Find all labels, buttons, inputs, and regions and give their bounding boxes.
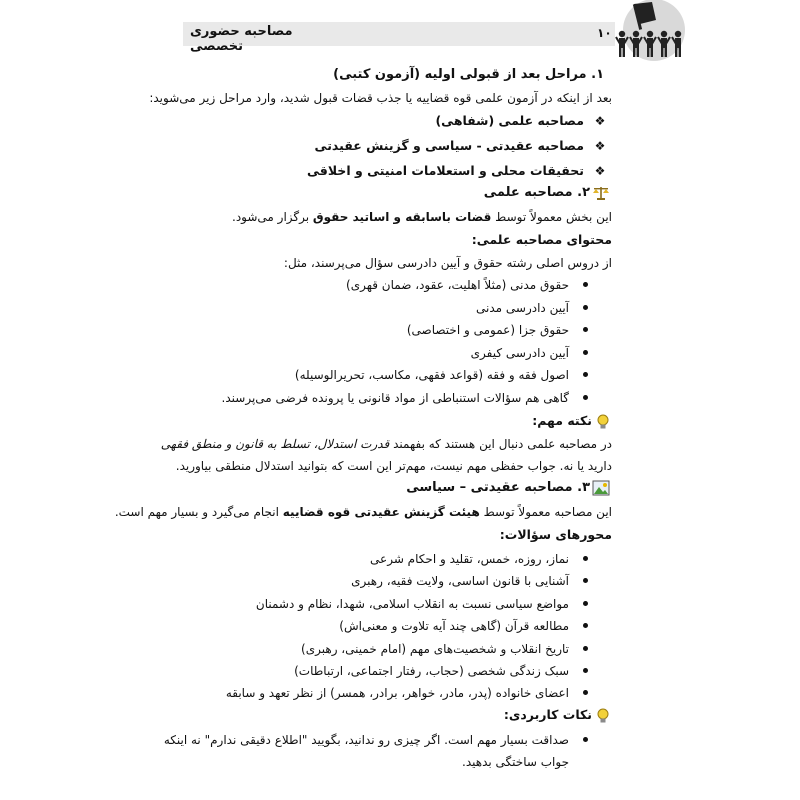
bullet-icon bbox=[583, 282, 588, 287]
tip-line-2: جواب ساختگی بدهید. bbox=[462, 755, 569, 769]
lightbulb-icon bbox=[594, 414, 612, 430]
list-item: حقوق مدنی (مثلاً اهلیت، عقود، ضمان قهری) bbox=[346, 276, 588, 294]
header-title: مصاحبه حضوری تخصصی bbox=[190, 24, 293, 54]
picture-icon bbox=[592, 480, 610, 496]
tips-heading: نکات کاربردی: bbox=[504, 706, 612, 724]
lightbulb-icon bbox=[594, 708, 612, 724]
list-item: مواضع سیاسی نسبت به انقلاب اسلامی، شهدا، نظام و دشمنان bbox=[256, 595, 588, 613]
list-item: آشنایی با قانون اساسی، ولایت فقیه، رهبری bbox=[351, 572, 588, 590]
list-item: اصول فقه و فقه (قواعد فقهی، مکاسب، تحریرالوسیله) bbox=[295, 366, 588, 384]
bullet-icon bbox=[583, 737, 588, 742]
bullet-icon bbox=[583, 395, 588, 400]
bullet-icon bbox=[583, 623, 588, 628]
list-item: سبک زندگی شخصی (حجاب، رفتار اجتماعی، ارتباطات) bbox=[294, 662, 588, 680]
bullet-icon bbox=[583, 305, 588, 310]
scales-icon bbox=[592, 185, 610, 201]
bullet-icon bbox=[583, 668, 588, 673]
section-3-heading: ۳. مصاحبه عقیدتی – سیاسی bbox=[406, 479, 610, 497]
section-3-intro: این مصاحبه معمولاً توسط هیئت گزینش عقیدتی قوه قضاییه انجام می‌گیرد و بسیار مهم است. bbox=[114, 505, 612, 519]
section-2-intro: این بخش معمولاً توسط قضات باسابقه و اساتید حقوق برگزار می‌شود. bbox=[232, 210, 612, 224]
section-1-heading: ۱. مراحل بعد از قبولی اولیه (آزمون کتبی) bbox=[333, 67, 604, 82]
four-diamond-bullet-icon: ❖ bbox=[594, 114, 606, 128]
list-item: ❖مصاحبه عقیدتی - سیاسی و گزینش عقیدتی bbox=[314, 138, 606, 153]
four-diamond-bullet-icon: ❖ bbox=[594, 139, 606, 153]
four-diamond-bullet-icon: ❖ bbox=[594, 164, 606, 178]
list-item: آیین دادرسی مدنی bbox=[476, 299, 588, 317]
list-item: مطالعه قرآن (گاهی چند آیه تلاوت و معنی‌اش) bbox=[339, 617, 588, 635]
content-intro: از دروس اصلی رشته حقوق و آیین دادرسی سؤال می‌پرسند، مثل: bbox=[283, 256, 612, 270]
list-item: اعضای خانواده (پدر، مادر، خواهر، برادر، همسر) از نظر تعهد و سابقه bbox=[226, 684, 588, 702]
bullet-icon bbox=[583, 556, 588, 561]
list-item: آیین دادرسی کیفری bbox=[471, 344, 588, 362]
note-line-1: در مصاحبه علمی دنبال این هستند که بفهمند قدرت استدلال، تسلط به قانون و منطق فقهی bbox=[160, 437, 612, 451]
section-1-intro: بعد از اینکه در آزمون علمی قوه قضاییه یا جذب قضات قبول شدید، وارد مراحل زیر می‌شوید: bbox=[149, 91, 612, 105]
list-item: نماز، روزه، خمس، تقلید و احکام شرعی bbox=[370, 550, 588, 568]
bullet-icon bbox=[583, 327, 588, 332]
list-item: ❖مصاحبه علمی (شفاهی) bbox=[435, 113, 606, 128]
list-item: حقوق جزا (عمومی و اختصاصی) bbox=[407, 321, 588, 339]
people-with-flag-icon bbox=[610, 0, 686, 62]
axes-heading: محورهای سؤالات: bbox=[499, 527, 612, 542]
bullet-icon bbox=[583, 646, 588, 651]
bullet-icon bbox=[583, 578, 588, 583]
list-item: گاهی هم سؤالات استنباطی از مواد قانونی یا پرونده فرضی می‌پرسند. bbox=[222, 389, 588, 407]
content-heading: محتوای مصاحبه علمی: bbox=[471, 232, 612, 247]
list-item: ❖تحقیقات محلی و استعلامات امنیتی و اخلاقی bbox=[306, 163, 606, 178]
bullet-icon bbox=[583, 601, 588, 606]
note-heading: نکته مهم: bbox=[532, 412, 612, 430]
page-number: ۱۰ bbox=[597, 26, 612, 40]
bullet-icon bbox=[583, 350, 588, 355]
tip-line-1: صداقت بسیار مهم است. اگر چیزی رو ندانید، بگویید "اطلاع دقیقی ندارم" نه اینکه bbox=[164, 731, 588, 749]
list-item: تاریخ انقلاب و شخصیت‌های مهم (امام خمینی، رهبری) bbox=[301, 640, 588, 658]
bullet-icon bbox=[583, 690, 588, 695]
bullet-icon bbox=[583, 372, 588, 377]
section-2-heading: ۲. مصاحبه علمی bbox=[484, 184, 610, 202]
note-line-2: دارید یا نه. جواب حفظی مهم نیست، مهم‌تر این است که بتوانید استدلال منطقی بیاورید. bbox=[175, 459, 612, 473]
